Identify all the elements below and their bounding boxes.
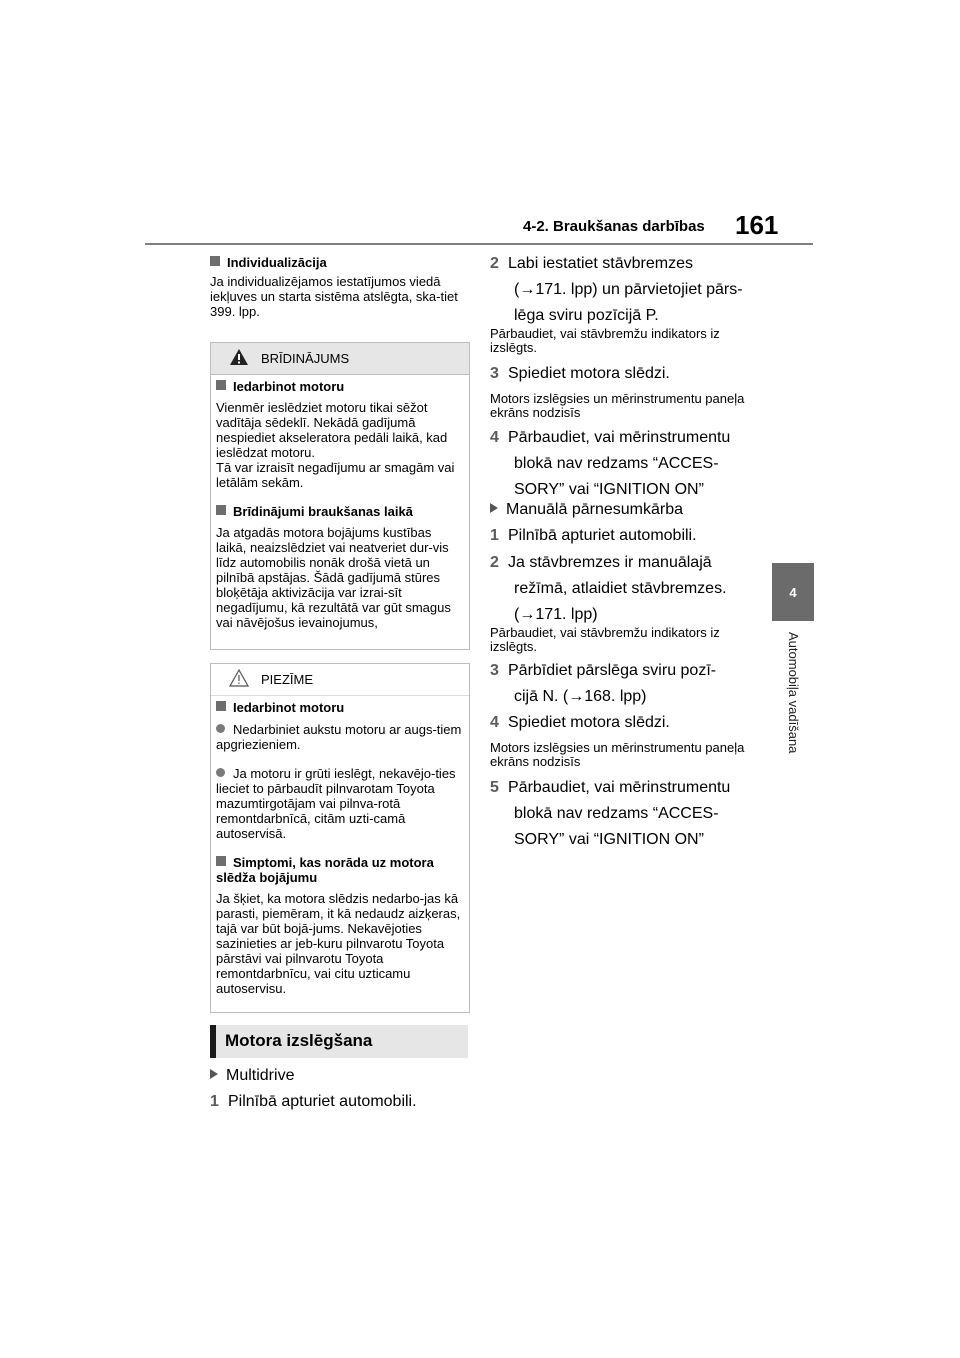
- manual-label: Manuālā pārnesumkārba: [506, 501, 683, 518]
- step-text: SORY” vai “IGNITION ON”: [514, 831, 704, 848]
- arrow-bullet-icon: [210, 1069, 218, 1079]
- warning-s1-title: Iedarbinot motoru: [233, 379, 345, 394]
- step-text: blokā nav redzams “ACCES-: [514, 455, 719, 472]
- step-number: 4: [490, 714, 499, 731]
- notice-s2-title: Simptomi, kas norāda uz motora slēdža bojājumu: [216, 855, 434, 885]
- manual-step-2: [490, 551, 755, 627]
- notice-bullet-2: Ja motoru ir grūti ieslēgt, nekavējo-ties lieciet to pārbaudīt pilnvarotam Toyota mazumtirgotājam vai pilnva-rotā remontdarbnīcā, citām uzti-camā autoservisā.: [216, 766, 456, 841]
- notice-triangle-icon: [229, 669, 249, 687]
- header-rule: [145, 243, 813, 245]
- square-bullet-icon: [216, 701, 226, 711]
- arrow-bullet-icon: [490, 503, 498, 513]
- round-bullet-icon: [216, 724, 225, 733]
- warning-box: [210, 342, 470, 650]
- notice-s2-text: Ja šķiet, ka motora slēdzis nedarbo-jas kā parasti, piemēram, it kā nedaudz aizķeras, tajā var būt bojā-jums. Nekavējoties sazinieties ar jeb-kuru pilnvarotu Toyota pārstāvi vai pilnvarotu Toyota remontdarbnīcu, vai citu uzticamu autoservisu.: [216, 891, 461, 996]
- manual-step-3: [490, 659, 755, 709]
- step-text: (→171. lpp) un pārvietojiet pārs-: [514, 281, 743, 298]
- notice-box-header: [211, 664, 469, 696]
- warning-box-title: BRĪDINĀJUMS: [261, 351, 350, 366]
- warning-s1-text: Vienmēr ieslēdziet motoru tikai sēžot vadītāja sēdeklī. Nekādā gadījumā nespiediet akseleratora pedāli laikā, kad ieslēdzat motoru.: [216, 400, 448, 460]
- step-text: (→171. lpp): [514, 606, 598, 623]
- step-number: 1: [490, 527, 499, 544]
- warning-box-header: [211, 343, 469, 375]
- step-text: Spiediet motora slēdzi.: [508, 365, 670, 382]
- step-text: Pārbaudiet, vai mērinstrumentu: [508, 429, 731, 446]
- individualization-text: Ja individualizējamos iestatījumos viedā iekļuves un starta sistēma atslēgta, ska-tiet 399. lpp.: [210, 274, 458, 319]
- step-number: 2: [490, 255, 499, 272]
- step-text: Pārbīdiet pārslēga sviru pozī-: [508, 662, 717, 679]
- step-4: [490, 426, 755, 502]
- square-bullet-icon: [216, 505, 226, 515]
- step-text: Pārbaudiet, vai mērinstrumentu: [508, 779, 731, 796]
- step-text: režīmā, atlaidiet stāvbremzes.: [514, 580, 727, 597]
- step-number: 3: [490, 662, 499, 679]
- step-text: SORY” vai “IGNITION ON”: [514, 481, 704, 498]
- notice-box: [210, 663, 470, 1013]
- square-bullet-icon: [216, 856, 226, 866]
- step-text: lēga sviru pozīcijā P.: [514, 307, 659, 324]
- multidrive-step-1: [210, 1090, 468, 1114]
- page-number: 161: [735, 210, 779, 240]
- warning-triangle-icon: [229, 348, 249, 366]
- step-number: 2: [490, 554, 499, 571]
- step-number: 3: [490, 365, 499, 382]
- manual-step-4: [490, 711, 755, 735]
- section-title: Motora izslēgšana: [225, 1031, 373, 1050]
- multidrive-heading: [210, 1064, 468, 1088]
- round-bullet-icon: [216, 768, 225, 777]
- warning-s2-text: Ja atgadās motora bojājums kustības laikā, neaizslēdziet vai neatveriet dur-vis līdz automobilis nonāk drošā vietā un pilnībā apstājas. Šādā gadījumā stūres bloķētāja aktivizācija var izrai-sīt negadījumu, kā rezultātā var gūt smagus vai nāvējošus ievainojumus,: [216, 525, 451, 630]
- step-text: Spiediet motora slēdzi.: [508, 714, 670, 731]
- notice-s1-title: Iedarbinot motoru: [233, 700, 345, 715]
- notice-bullet-1: Nedarbiniet aukstu motoru ar augs-tiem apgriezieniem.: [216, 722, 462, 752]
- individualization-block: [210, 255, 468, 319]
- step-text: cijā N. (→168. lpp): [514, 688, 647, 705]
- multidrive-label: Multidrive: [226, 1067, 295, 1084]
- step-number: 5: [490, 779, 499, 796]
- step-3: [490, 362, 755, 386]
- warning-s1-text2: Tā var izraisīt negadījumu ar smagām vai letālām sekām.: [216, 460, 455, 490]
- step-2: [490, 252, 755, 328]
- manual-step-1: [490, 524, 755, 548]
- running-header-section: 4-2. Braukšanas darbības: [523, 218, 705, 235]
- warning-s2-title: Brīdinājumi braukšanas laikā: [233, 504, 413, 519]
- step-text: Pilnībā apturiet automobili.: [508, 527, 697, 544]
- notice-box-title: PIEZĪME: [261, 672, 314, 687]
- step-text: blokā nav redzams “ACCES-: [514, 805, 719, 822]
- manual-step-5: [490, 776, 755, 852]
- step-text: Pilnībā apturiet automobili.: [228, 1093, 417, 1110]
- note-2: Motors izslēgsies un mērinstrumentu paneļa ekrāns nodzisīs: [490, 391, 745, 420]
- square-bullet-icon: [216, 380, 226, 390]
- square-bullet-icon: [210, 256, 220, 266]
- section-title-bar: [210, 1025, 468, 1058]
- step-text: Ja stāvbremzes ir manuālajā: [508, 554, 712, 571]
- step-text: Labi iestatiet stāvbremzes: [508, 255, 693, 272]
- note-3: Pārbaudiet, vai stāvbremžu indikators iz izslēgts.: [490, 625, 720, 654]
- individualization-title: Individualizācija: [227, 255, 327, 270]
- step-number: 4: [490, 429, 499, 446]
- chapter-label: Automobiļa vadīšana: [786, 632, 801, 754]
- note-1: Pārbaudiet, vai stāvbremžu indikators iz izslēgts.: [490, 326, 720, 355]
- note-4: Motors izslēgsies un mērinstrumentu paneļa ekrāns nodzisīs: [490, 740, 745, 769]
- step-number: 1: [210, 1093, 219, 1110]
- chapter-tab: 4: [772, 563, 814, 621]
- manual-heading: [490, 498, 755, 522]
